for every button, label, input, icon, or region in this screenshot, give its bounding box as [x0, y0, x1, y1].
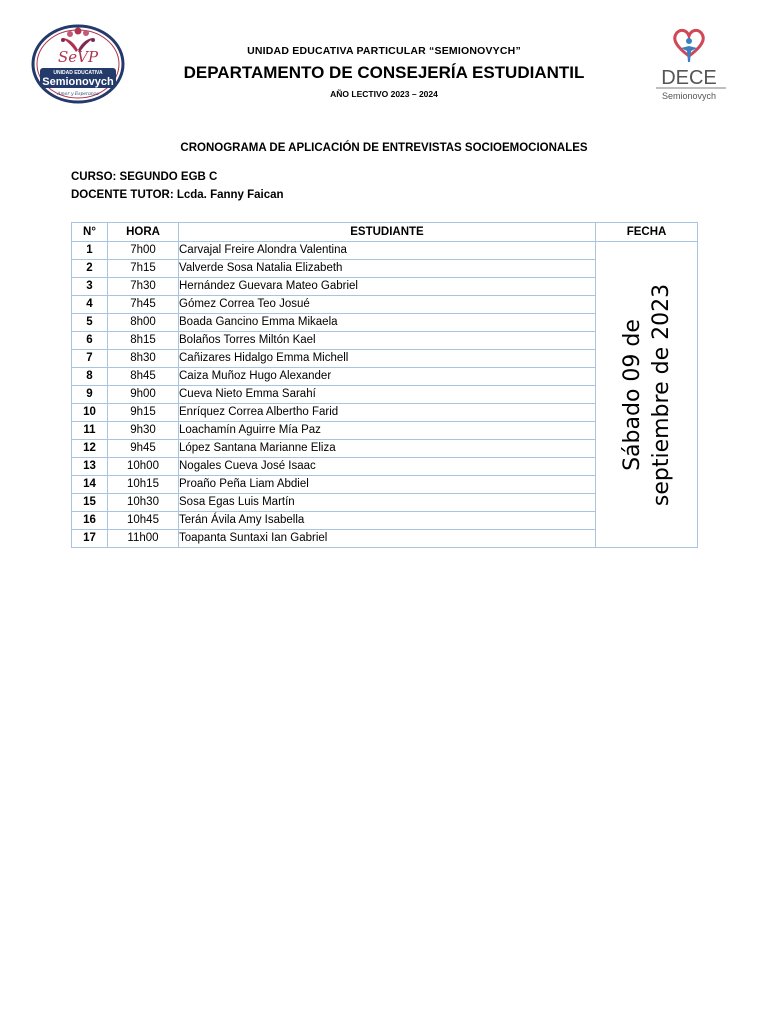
schedule-rows [72, 242, 698, 548]
row-time: 10h30 [108, 494, 179, 512]
row-number: 2 [72, 260, 108, 278]
course-label: CURSO: SEGUNDO EGB C [71, 171, 218, 183]
row-number: 4 [72, 296, 108, 314]
school-year: AÑO LECTIVO 2023 – 2024 [330, 89, 438, 99]
row-student: Cañizares Hidalgo Emma Michell [179, 350, 596, 368]
dece-name: Semionovych [661, 91, 717, 101]
table-header-row [72, 223, 698, 242]
row-number: 10 [72, 404, 108, 422]
row-number: 14 [72, 476, 108, 494]
dece-logo [644, 26, 734, 106]
row-number: 17 [72, 530, 108, 548]
row-student: Loachamín Aguirre Mía Paz [179, 422, 596, 440]
logo-line1: UNIDAD EDUCATIVA [53, 70, 103, 76]
header-fecha: FECHA [596, 223, 698, 242]
fecha-cell [596, 242, 698, 548]
header-estudiante: ESTUDIANTE [179, 223, 596, 242]
department-title: DEPARTAMENTO DE CONSEJERÍA ESTUDIANTIL [183, 63, 585, 82]
row-student: Sosa Egas Luis Martín [179, 494, 596, 512]
row-student: Boada Gancino Emma Mikaela [179, 314, 596, 332]
row-number: 16 [72, 512, 108, 530]
row-time: 8h15 [108, 332, 179, 350]
fecha-text [618, 245, 676, 545]
row-number: 11 [72, 422, 108, 440]
row-number: 12 [72, 440, 108, 458]
row-student: Nogales Cueva José Isaac [179, 458, 596, 476]
row-time: 10h45 [108, 512, 179, 530]
row-number: 3 [72, 278, 108, 296]
row-time: 10h15 [108, 476, 179, 494]
row-time: 11h00 [108, 530, 179, 548]
dece-acronym: DECE [661, 67, 717, 89]
row-number: 6 [72, 332, 108, 350]
row-time: 8h00 [108, 314, 179, 332]
row-time: 8h45 [108, 368, 179, 386]
row-student: Toapanta Suntaxi Ian Gabriel [179, 530, 596, 548]
figure-head-icon [686, 38, 692, 44]
row-time: 7h30 [108, 278, 179, 296]
row-number: 9 [72, 386, 108, 404]
logo-letters: SeVP [57, 48, 99, 66]
row-number: 5 [72, 314, 108, 332]
row-time: 9h15 [108, 404, 179, 422]
row-time: 7h45 [108, 296, 179, 314]
row-student: Valverde Sosa Natalia Elizabeth [179, 260, 596, 278]
row-student: Cueva Nieto Emma Sarahí [179, 386, 596, 404]
row-number: 15 [72, 494, 108, 512]
row-time: 9h30 [108, 422, 179, 440]
row-student: Terán Ávila Amy Isabella [179, 512, 596, 530]
row-time: 7h00 [108, 242, 179, 260]
school-line: UNIDAD EDUCATIVA PARTICULAR “SEMIONOVYCH” [247, 45, 521, 57]
row-student: Caiza Muñoz Hugo Alexander [179, 368, 596, 386]
row-student: Carvajal Freire Alondra Valentina [179, 242, 596, 260]
row-student: Proaño Peña Liam Abdiel [179, 476, 596, 494]
logo-line2: Semionovych [42, 76, 114, 88]
fecha-line-1: Sábado 09 de [619, 318, 645, 471]
fecha-line-2: septiembre de 2023 [648, 283, 674, 506]
row-student: Bolaños Torres Miltón Kael [179, 332, 596, 350]
row-time: 10h00 [108, 458, 179, 476]
row-number: 13 [72, 458, 108, 476]
row-time: 8h30 [108, 350, 179, 368]
row-time: 7h15 [108, 260, 179, 278]
header-num: N° [72, 223, 108, 242]
logo-tagline: Amor y Esperanza [57, 92, 99, 97]
tutor-label: DOCENTE TUTOR: Lcda. Fanny Faican [71, 189, 284, 201]
row-time: 9h45 [108, 440, 179, 458]
schedule-table [71, 222, 698, 548]
document-title: CRONOGRAMA DE APLICACIÓN DE ENTREVISTAS SOCIOEMOCIONALES [180, 142, 588, 154]
row-time: 9h00 [108, 386, 179, 404]
row-student: López Santana Marianne Eliza [179, 440, 596, 458]
row-student: Enríquez Correa Albertho Farid [179, 404, 596, 422]
row-student: Gómez Correa Teo Josué [179, 296, 596, 314]
school-logo [30, 22, 126, 104]
header-hora: HORA [108, 223, 179, 242]
row-number: 1 [72, 242, 108, 260]
row-number: 7 [72, 350, 108, 368]
table-row [72, 242, 698, 260]
row-student: Hernández Guevara Mateo Gabriel [179, 278, 596, 296]
row-number: 8 [72, 368, 108, 386]
